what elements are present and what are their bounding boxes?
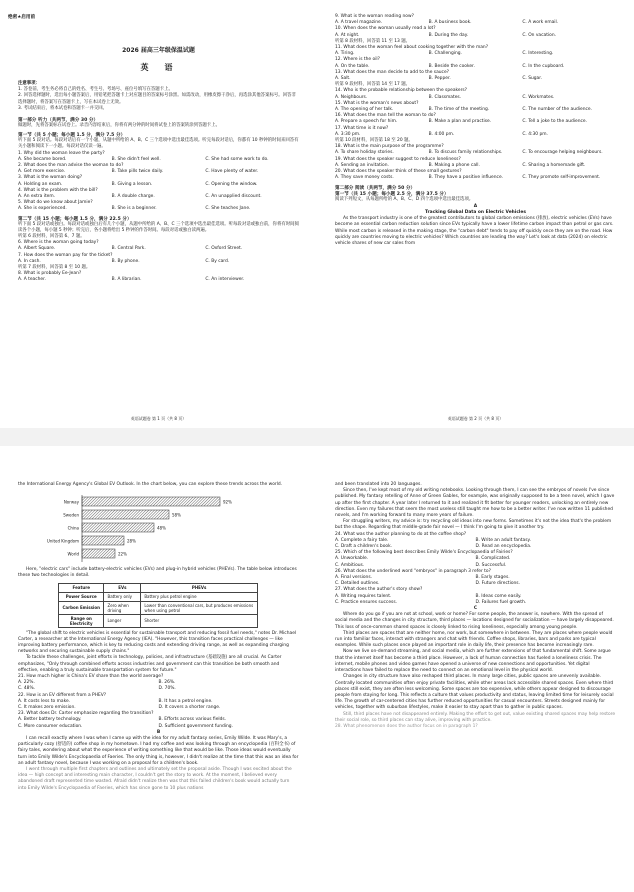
- question-stem: 12. Where is the oil?: [335, 57, 380, 63]
- note-1: 1. 答卷前，考生务必将自己的姓名、考生号、考场号、座位号填写在答题卡上。: [18, 87, 173, 93]
- question-stem: 14. Who is the probable relationship between the speakers?: [335, 88, 468, 94]
- table-header-cell: PHEVs: [141, 583, 258, 592]
- answer-option[interactable]: D. 70%.: [158, 686, 176, 692]
- subject-title: 英 语: [140, 63, 177, 72]
- answer-option[interactable]: A. Writing requires talent.: [335, 593, 392, 599]
- table-cell: Shorter: [141, 614, 258, 627]
- answer-option[interactable]: C. It makes zero emission.: [18, 705, 76, 711]
- passage-a-continued: the International Energy Agency's Global EV Outlook. In the chart below, you can explore these trends across the world.: [18, 482, 283, 487]
- answer-option[interactable]: C. Sugar.: [522, 76, 543, 82]
- table-row: [59, 614, 258, 627]
- question-stem: 24. What was the author planning to do at the coffee shop?: [335, 531, 467, 537]
- question-stem: 26. What does the underlined word "embryos" in paragraph 3 refer to?: [335, 568, 491, 574]
- passage-a-label: A: [473, 203, 478, 209]
- bar-norway: [82, 497, 220, 506]
- option-row: [18, 277, 299, 283]
- value-label: 92%: [223, 499, 232, 505]
- category-label: United Kingdom: [46, 538, 79, 544]
- answer-option[interactable]: B. She is a beginner.: [111, 206, 157, 212]
- note-2: 2. 回答选择题时，选出每小题答案后，用铅笔把答题卡上对应题目的答案标号涂黑。如需改动，用橡皮擦干净后，再选涂其他答案标号。回答非选择题时，将答案写在答题卡上，写在本试卷上无效。: [18, 93, 296, 105]
- answer-option[interactable]: A. The opening of her talk.: [335, 107, 394, 113]
- bar-sweden: [82, 510, 169, 519]
- answer-option[interactable]: B. 26%.: [158, 680, 176, 686]
- table-header-cell: EVs: [104, 583, 141, 592]
- answer-option[interactable]: C. Have plenty of water.: [205, 169, 259, 175]
- question-stem: 2. What does the man advise the woman to do?: [18, 163, 124, 169]
- answer-option[interactable]: C. Oxford Street.: [205, 246, 243, 252]
- passage-a-text: As the transport industry is one of the greatest contributors to global carbon emissions (排放), electric vehicles (EVs) have become an essential carbon reduction solution since EVs typically have a lower lifetime carbon impact than petrol or gas cars. While most carbon is released in the making stage, the "carbon debt" tends to pay off quickly once they are on the road. How quickly are countries moving to electric vehicles? Which countries are leading the way? Let's look at data (2024) on electric vehicle shares of new car sales from: [335, 216, 615, 246]
- answer-option[interactable]: A. A teacher.: [18, 277, 46, 283]
- answer-option[interactable]: B. Challenging.: [428, 51, 462, 57]
- note-3: 3. 考试结束后，将本试卷和答题卡一并交回。: [18, 105, 108, 111]
- answer-option[interactable]: B. Pepper.: [428, 76, 451, 82]
- option-row: [18, 246, 299, 252]
- answer-option[interactable]: C. Ambitious.: [335, 562, 365, 568]
- answer-option[interactable]: A. 22%.: [18, 680, 35, 686]
- question-stem: 4. What is the problem with the bill?: [18, 187, 98, 193]
- passage-c-label: C: [473, 606, 478, 612]
- answer-option[interactable]: A. To share holiday stories.: [335, 150, 394, 156]
- answer-option[interactable]: D. It covers a shorter range.: [158, 705, 221, 711]
- question-stem: 20. What does the speaker think of these small gestures?: [335, 169, 462, 175]
- answer-option[interactable]: B. Write an adult fantasy.: [475, 537, 531, 543]
- option-row: [335, 33, 616, 39]
- question-stem: 听第 9 段材料，回答第 14 至 17 题。: [335, 82, 411, 88]
- answer-option[interactable]: C. A work email.: [522, 20, 559, 26]
- exam-title: 2026 届高三年级保温试题: [122, 47, 195, 54]
- table-cell: Range on Electricity: [59, 614, 104, 627]
- question-stem: 22. How is an EV different from a PHEV?: [18, 692, 107, 698]
- passage-b-para4: For struggling writers, my advice is: try recycling old ideas into new forms. Sometimes it's not the idea that's the problem but the shape. Regarding that middle-grade fair novel — I think I'm going to give it another try.: [335, 519, 613, 531]
- answer-option[interactable]: D. Sufficient government funding.: [158, 723, 233, 729]
- passage-a-para1: Here, "electric cars" include battery-electric vehicles (EVs) and plug-in hybrid vehicles (PHEVs). The table below introduces these two technologies in detail.: [18, 567, 299, 579]
- answer-option[interactable]: B. By phone.: [111, 258, 140, 264]
- answer-option[interactable]: A. It costs less to make.: [18, 698, 71, 704]
- answer-option[interactable]: B. Ideas come easily.: [475, 593, 522, 599]
- category-label: World: [67, 551, 79, 557]
- question-stem: 5. What do we know about Jamie?: [18, 200, 93, 206]
- question-stem: 11. What does the woman feel about cooking together with the man?: [335, 45, 489, 51]
- answer-option[interactable]: A. Get more exercise.: [18, 169, 66, 175]
- bar-china: [82, 523, 154, 532]
- answer-option[interactable]: C. 4:30 pm.: [522, 131, 548, 137]
- answer-option[interactable]: C. Draft a children's book.: [335, 544, 393, 550]
- bar-world: [82, 549, 115, 558]
- answer-option[interactable]: A. Neighbours.: [335, 94, 368, 100]
- category-label: China: [67, 525, 79, 531]
- value-label: 28%: [127, 538, 136, 544]
- question-stem: 27. What does the author's story show?: [335, 587, 423, 593]
- question-28: 28. What phenomenon does the author focus on in paragraph 1?: [335, 723, 478, 729]
- question-stem: 6. Where is the woman going today?: [18, 240, 99, 246]
- answer-option[interactable]: A. Sending an invitation.: [335, 162, 389, 168]
- answer-option[interactable]: B. Complicated.: [475, 556, 511, 562]
- table-cell: Lower than conventional cars, but produces emissions when using petrol: [141, 601, 258, 614]
- passage-b-para3: Since then, I've kept most of my old writing notebooks. Looking through them, I can see the embryos of novels I've since published. My fantasy retelling of Anne of Green Gables, for example, was originally supposed to be a teen novel, which I gave up after the first chapter. A year later I returned to it and realized it fit better for younger readers, unlocking an entirely new direction. Even my failures that seem the most useless still taught me how to be a better writer. I've now written 11 published novels, and I'm working forward to many more years of failure.: [335, 488, 616, 519]
- question-stem: 13. What does the man decide to add to the sauce?: [335, 69, 449, 75]
- answer-option[interactable]: C. 48%.: [18, 686, 36, 692]
- answer-option[interactable]: B. The time of the meeting.: [428, 107, 490, 113]
- answer-option[interactable]: A. Prepare a speech for him.: [335, 119, 398, 125]
- question-stem: 1. Why did the woman leave the party?: [18, 150, 105, 156]
- answer-option[interactable]: B. A double charge.: [111, 194, 155, 200]
- part2-section-heading: 第一节（共 15 小题；每小题 2.5 分，满分 37.5 分）: [335, 192, 449, 198]
- option-row: [335, 95, 616, 101]
- question-stem: 听第 8 段材料，回答第 11 至 13 题。: [335, 38, 411, 44]
- answer-option[interactable]: B. Make a plan and practise.: [428, 119, 492, 125]
- passage-a-para2: "The global shift to electric vehicles is essential for sustainable transport and reducing fossil fuel needs," notes Dr. Michael Carter, a researcher at the International Energy Agency (IEA). "However, this transition faces practical challenges — like improving battery performance, which is key to reducing costs and extending driving range, as well as expanding charging networks and securing sustainable supply chains.": [18, 630, 298, 655]
- passage-a-questions: [18, 674, 299, 730]
- question-stem: 9. What is the woman reading now?: [335, 14, 414, 19]
- page-footer: 英语试题卷 第 1 页（共 8 页）: [130, 416, 187, 421]
- answer-option[interactable]: A. They save money costs.: [335, 175, 394, 181]
- answer-option[interactable]: A. A travel magazine.: [335, 20, 383, 26]
- table-header-row: [59, 583, 258, 592]
- answer-option[interactable]: B. Giving a lesson.: [111, 181, 153, 187]
- section2-hint: 听第 6 段材料，回答第 6、7 题。: [18, 234, 85, 240]
- answer-option[interactable]: A. Unworkable.: [335, 556, 369, 562]
- answer-option[interactable]: C. By card.: [205, 258, 230, 264]
- answer-option[interactable]: A. Salt.: [335, 76, 351, 82]
- question-stem: 听第 7 段材料，回答第 8 至 10 题。: [18, 265, 91, 271]
- table-cell: Power Source: [59, 592, 104, 601]
- answer-option[interactable]: C. Detailed outlines.: [335, 581, 380, 587]
- section2-questions: [18, 240, 299, 283]
- answer-option[interactable]: A. Tiring.: [335, 51, 355, 57]
- answer-option[interactable]: B. A librarian.: [111, 277, 142, 283]
- table-row: [59, 601, 258, 614]
- answer-option[interactable]: C. Opening the window.: [205, 181, 258, 187]
- option-row: [335, 150, 616, 156]
- option-row: [335, 175, 616, 181]
- section1-heading: 第一节（共 5 小题；每小题 1.5 分，满分 7.5 分）: [18, 133, 126, 139]
- option-row: [18, 686, 299, 692]
- answer-option[interactable]: B. To discuss family relationships.: [428, 150, 503, 156]
- passage-a-para3: To tackle these challenges, joint efforts in technology, policies, and infrastructure (基础设施) are all crucial. As Carter emphasizes, "Only through combined efforts across industries and government can this transition be both smooth and effective, enabling a truly sustainable transportation system for future.": [18, 655, 283, 673]
- option-row: [335, 563, 616, 569]
- part2-heading: 第二部分 阅读（共两节，满分 50 分）: [335, 186, 416, 192]
- question-stem: 8. What is probably Ee-Jean?: [18, 271, 82, 277]
- table-cell: Zero when driving: [104, 601, 141, 614]
- page-3: [0, 446, 317, 892]
- section1-questions: [18, 151, 299, 213]
- confidential-mark: 绝密★启用前: [8, 15, 36, 20]
- passage-b-para2: I went through multiple first chapters and outlines and ultimately set the proposal aside. Though I was excited about the idea — high concept and interesting main character, I couldn't get the story to work. At the moment, I believed every abandoned draft represented time wasted. Afraid didn't realize then was that this failed children's book would actually turn into Emily Wilde's Encyclopaedia of Faeries, which has since gone to 10 plus nations: [18, 767, 294, 791]
- option-row: [335, 119, 616, 125]
- question-stem: 19. What does the speaker suggest to reduce loneliness?: [335, 156, 461, 162]
- answer-option[interactable]: D. Successful.: [475, 562, 507, 568]
- answer-option[interactable]: D. Failures fuel growth.: [475, 599, 527, 605]
- part2-note: 阅读下列短文，从每题所给的 A、B、C、D 四个选项中选出最佳选项。: [335, 197, 474, 203]
- section1-note: 听下面 5 段对话。每段对话后有一个小题，从题中所给的 A、B、C 三个选项中选出最佳选项。听完每段对话后，你都有 10 秒钟的时间来回答有关小题和阅读下一小题。每段对话仅读一遍。: [18, 138, 299, 150]
- page-2: [317, 0, 634, 428]
- passage-a-title: Tracking Global Data on Electric Vehicles: [424, 209, 527, 215]
- answer-option[interactable]: B. They have a positive influence.: [428, 175, 504, 181]
- answer-option[interactable]: C. Tell a joke to the audience.: [522, 119, 588, 125]
- passage-c-para4: Changes in city structure have also reshaped third places. In many large cities, public spaces are unevenly available. Centrally located communities often enjoy private facilities, while other areas lack accessible shared spaces. Even where third places still exist, they are often less welcoming. Some spaces are too expensive, while others appear designed to discourage people from staying for long. This reflects a culture that values productivity and status, leaving limited time for leisurely social life. The growth of car-centered cities has further reduced opportunities for casual encounters. Streets designed mainly for vehicles, together with suburban lifestyles, make it easier to stay apart than to gather in public spaces.: [335, 674, 615, 711]
- table-cell: Battery only: [104, 592, 141, 601]
- passage-c-para5: Still, third places have not disappeared entirely. Making the effort to get out, value existing shared spaces may help restore their social role, so third places can stay alive, improving with practice.: [335, 711, 617, 723]
- bar-united-kingdom: [82, 536, 124, 545]
- answer-option[interactable]: C. On vacation.: [522, 32, 557, 38]
- value-label: 58%: [172, 512, 181, 518]
- answer-option[interactable]: D. Future directions.: [475, 581, 520, 587]
- answer-option[interactable]: C. More consumer education.: [18, 723, 83, 729]
- answer-option[interactable]: C. She had some work to do.: [205, 156, 269, 162]
- answer-option[interactable]: A. On the table.: [335, 63, 370, 69]
- passage-b-label: B: [156, 729, 161, 735]
- ev-share-chart: [46, 491, 266, 563]
- value-label: 48%: [157, 525, 166, 531]
- answer-option[interactable]: B. 4:00 pm.: [428, 131, 455, 137]
- page-4: [317, 446, 634, 892]
- answer-option[interactable]: C. They promote self-improvement.: [522, 175, 601, 181]
- answer-option[interactable]: B. She didn't feel well.: [111, 156, 161, 162]
- table-header-cell: Feature: [59, 583, 104, 592]
- answer-option[interactable]: C. The number of the audience.: [522, 107, 592, 113]
- passage-b-para1: I can recall exactly where I was when I came up with the idea for my adult fantasy series, Emily Wilde. It was Mary's, a particularly cozy (舒适的) coffee shop in my hometown. I had my coffee and was looking through an encyclopedia (百科全书) of fairy tales, wondering about what the experience of writing something like that would be like. Those ideas would eventually turn into Emily Wilde's Encyclopaedia of Faeries. The only thing is, however, I didn't realize at the time that this was an idea for an adult fantasy novel, because I was working on a proposal for a children's book.: [18, 736, 300, 766]
- answer-option[interactable]: C. Workmates.: [522, 94, 555, 100]
- answer-option[interactable]: A. Complete a fairy tale.: [335, 537, 389, 543]
- answer-option[interactable]: A. Albert Square.: [18, 246, 56, 252]
- part1-note: 做题时，先将答案标在试卷上。录音内容结束后，你将有两分钟的时间将试卷上的答案转涂到答题卡上。: [18, 123, 220, 129]
- answer-option[interactable]: C. An unapplied discount.: [205, 194, 262, 200]
- answer-option[interactable]: C. Sharing a homemade gift.: [522, 162, 586, 168]
- passage-c-para3: Now we live on-demand streaming, and social media, which are further extensions of that fundamental shift. Some argue that the internet itself has become a third place. However, a lack of human connection has fueled a loneliness crisis. The internet, mobile phones and video games have opened a universe of new connections and opportunities. Yet digital interactions have failed to replace the need to connect on an emotional level in the physical world.: [335, 649, 613, 674]
- answer-option[interactable]: B. Making a phone call.: [428, 162, 480, 168]
- question-stem: 7. How does the woman pay for the ticket?: [18, 252, 113, 258]
- answer-option[interactable]: B. Efforts across various fields.: [158, 717, 227, 723]
- option-row: [18, 724, 299, 730]
- answer-option[interactable]: A. She is experienced.: [18, 206, 67, 212]
- question-stem: 17. What time is it now?: [335, 125, 389, 131]
- question-stem: 15. What is the woman's news about?: [335, 100, 419, 106]
- part1-heading: 第一部分 听力（共两节，满分 30 分）: [18, 118, 99, 124]
- notes-title: 注意事项：: [18, 81, 40, 86]
- question-stem: 10. When does the woman usually read a lot?: [335, 26, 436, 32]
- section2-note: 听下面 5 段对话或独白。每段对话或独白后有几个小题，从题中所给的 A、B、C 三个选项中选出最佳选项。听每段对话或独白前，你将有时间阅读各个小题，每小题 5 秒钟；听完后，各小题将给出 5 秒钟的作答时间。每段对话或独白读两遍。: [18, 221, 299, 233]
- answer-option[interactable]: B. Central Park.: [111, 246, 146, 252]
- answer-option[interactable]: B. During the day.: [428, 32, 469, 38]
- answer-option[interactable]: A. An extra item.: [18, 194, 56, 200]
- passage-c-para1: Where do you go if you are not at school, work or home? For some people, the answer is, nowhere. With the spread of social media and the changes in city structure, third places — locations designed for socialization — have largely disappeared. This loss of once-common shared spaces is closely linked to rising loneliness, especially among young people.: [335, 612, 616, 630]
- listening-questions: [335, 14, 616, 181]
- section2-heading: 第二节（共 15 小题；每小题 1.5 分，满分 22.5 分）: [18, 216, 132, 222]
- answer-option[interactable]: A. Better battery technology.: [18, 717, 82, 723]
- question-stem: 听第 10 段材料，回答第 18 至 20 题。: [335, 138, 413, 144]
- category-label: Sweden: [63, 512, 79, 518]
- answer-option[interactable]: B. Beside the cooker.: [428, 63, 475, 69]
- answer-option[interactable]: C. In the cupboard.: [522, 63, 565, 69]
- answer-option[interactable]: A. Final versions.: [335, 575, 372, 581]
- answer-option[interactable]: D. Read an encyclopedia.: [475, 544, 532, 550]
- ev-comparison-table: [58, 583, 258, 628]
- table-cell: Battery plus petrol engine: [141, 592, 258, 601]
- answer-option[interactable]: A. Holding an exam.: [18, 181, 63, 187]
- question-stem: 25. Which of the following best describes Emily Wilde's Encyclopaedia of Fairies?: [335, 550, 513, 556]
- answer-option[interactable]: C. Practice ensures success.: [335, 599, 398, 605]
- answer-option[interactable]: B. Take pills twice daily.: [111, 169, 164, 175]
- table-cell: Carbon Emission: [59, 601, 104, 614]
- answer-option[interactable]: A. At night.: [335, 32, 360, 38]
- option-row: [18, 182, 299, 188]
- option-row: [18, 206, 299, 212]
- answer-option[interactable]: C. To encourage helping neighbours.: [522, 150, 603, 156]
- passage-b-continued: and been translated into 20 languages.: [335, 482, 422, 487]
- page-footer: 英语试题卷 第 2 页（共 8 页）: [447, 416, 504, 421]
- category-label: Norway: [63, 499, 79, 505]
- answer-option[interactable]: C. An interviewer.: [205, 277, 245, 283]
- answer-option[interactable]: A. In cash.: [18, 258, 41, 264]
- option-row: [335, 64, 616, 70]
- answer-option[interactable]: B. A business book.: [428, 20, 472, 26]
- passage-c-para2: Third places are spaces that are neither home, nor work, but somewhere in between. They are places where people would run into familiar faces, interact with strangers and chat with friends. Coffee shops, libraries, bars and parks are typical examples. While such places once played an important role in daily life, their presence has become increasingly rare.: [335, 630, 614, 649]
- table-cell: Longer: [104, 614, 141, 627]
- answer-option[interactable]: A. 3:30 pm.: [335, 131, 361, 137]
- question-stem: 3. What is the woman doing?: [18, 175, 83, 181]
- answer-option[interactable]: A. She became bored.: [18, 156, 67, 162]
- question-stem: 23. What does Dr. Carter emphasize regarding the transition?: [18, 711, 154, 717]
- answer-option[interactable]: B. Early stages.: [475, 575, 510, 581]
- answer-option[interactable]: C. Interesting.: [522, 51, 554, 57]
- table-row: [59, 592, 258, 601]
- passage-b-questions: [335, 532, 616, 606]
- answer-option[interactable]: B. Classmates.: [428, 94, 462, 100]
- question-stem: 21. How much higher is China's EV share than the world average?: [18, 674, 164, 680]
- question-stem: 18. What is the main purpose of the programme?: [335, 144, 444, 150]
- answer-option[interactable]: B. It has a petrol engine.: [158, 698, 213, 704]
- answer-option[interactable]: C. She teaches Jane.: [205, 206, 251, 212]
- value-label: 22%: [118, 551, 127, 557]
- question-stem: 16. What does the man tell the woman to do?: [335, 113, 436, 119]
- page-1: [0, 0, 317, 428]
